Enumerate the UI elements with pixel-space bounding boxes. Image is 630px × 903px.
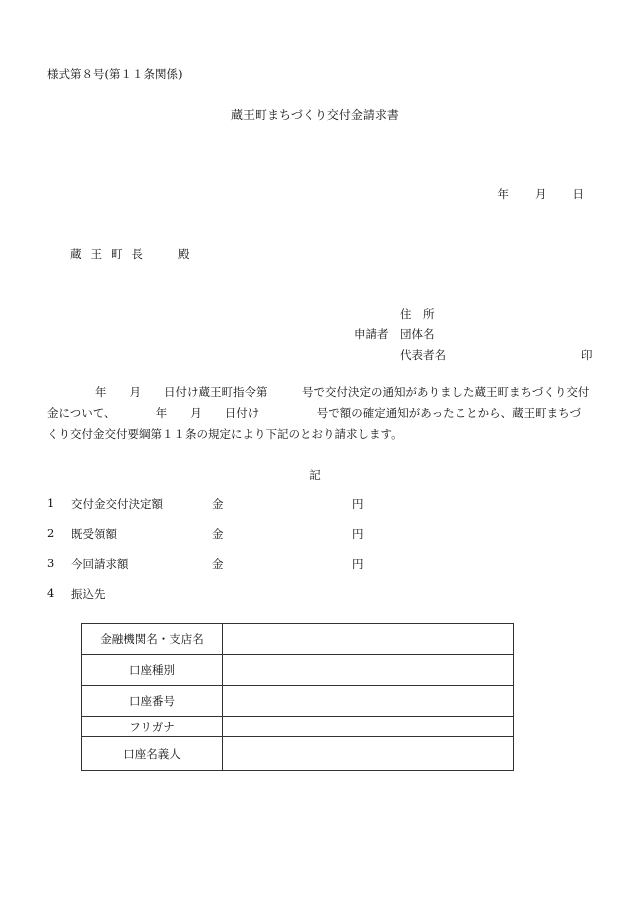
account-type-header: 口座種別 [82,655,223,686]
date-line [498,186,585,202]
group-name-label: 団体名 [400,327,435,341]
item-number: 2 [47,526,55,540]
seal-label: 印 [581,348,593,362]
item-yen: 円 [352,497,364,511]
representative-label: 代表者名 [400,348,446,362]
item-name: 振込先 [71,587,106,601]
body-line: 金について、 年 月 日付け 号で額の確定通知があったことから、蔵王町まちづ [47,406,582,420]
bank-name-header: 金融機関名・支店名 [82,624,223,655]
bank-account-table [81,623,514,771]
item-yen: 円 [352,557,364,571]
account-type-field[interactable] [223,655,514,686]
item-number: 1 [47,496,55,510]
item-number: 4 [47,586,55,600]
request-body-text [47,382,593,445]
item-kin: 金 [212,497,224,511]
applicant-label: 申請者 [354,327,389,341]
date-year-label: 年 [497,187,509,201]
body-line: 年 月 日付け蔵王町指令第 号で交付決定の通知がありました蔵王町まちづくり交付 [95,385,590,399]
item-yen: 円 [352,527,364,541]
date-day-label: 日 [572,187,584,201]
addressee-char: 蔵 [70,247,83,261]
body-line: くり交付金交付要綱第１１条の規定により下記のとおり請求します。 [47,427,403,441]
addressee-char: 王 [90,247,103,261]
item-kin: 金 [212,527,224,541]
account-holder-header: 口座名義人 [82,737,223,771]
address-label: 住 所 [400,307,435,321]
addressee-char: 長 [131,247,144,261]
addressee [70,246,191,262]
bank-name-field[interactable] [223,624,514,655]
addressee-char: 町 [111,247,124,261]
date-month-label: 月 [535,187,547,201]
account-number-field[interactable] [223,686,514,717]
ki-heading: 記 [309,468,321,482]
item-name: 今回請求額 [71,557,129,571]
item-name: 交付金交付決定額 [71,497,163,511]
addressee-honorific: 殿 [178,247,191,261]
form-number: 様式第８号(第１１条関係) [47,67,183,81]
item-name: 既受領額 [71,527,117,541]
item-kin: 金 [212,557,224,571]
furigana-field[interactable] [223,717,514,737]
item-number: 3 [47,556,55,570]
furigana-header: フリガナ [82,717,223,737]
account-holder-field[interactable] [223,737,514,771]
account-number-header: 口座番号 [82,686,223,717]
document-title: 蔵王町まちづくり交付金請求書 [231,108,399,122]
